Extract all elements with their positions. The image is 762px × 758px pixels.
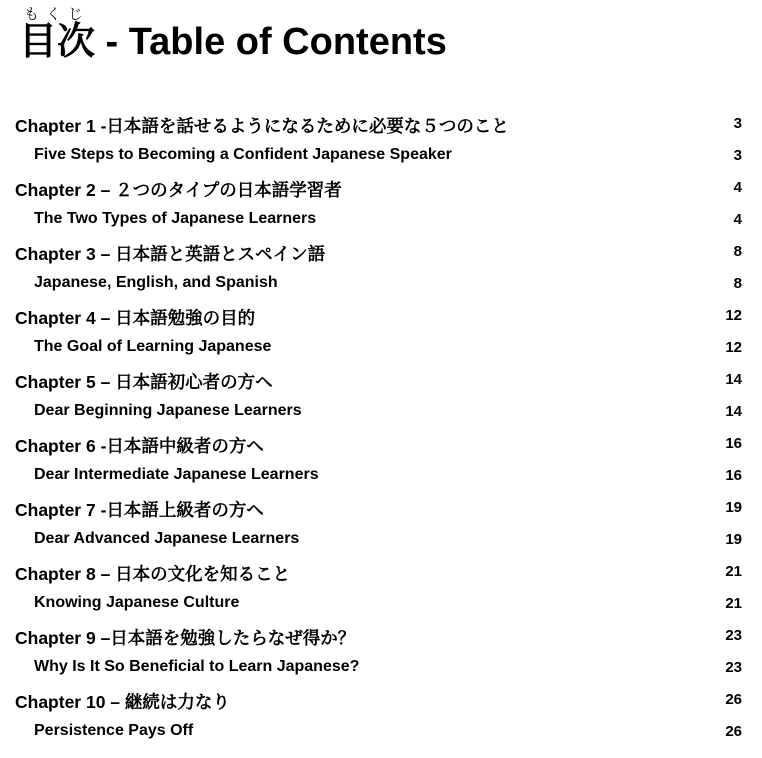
- toc-chapter-row[interactable]: [0, 491, 762, 523]
- chapter-subtitle: The Two Types of Japanese Learners: [34, 210, 317, 227]
- chapter-subtitle: The Goal of Learning Japanese: [34, 338, 272, 355]
- chapter-subtitle: Knowing Japanese Culture: [34, 594, 240, 611]
- subtitle-page-number: 8: [733, 275, 742, 292]
- chapter-page-number: 4: [733, 179, 742, 196]
- toc-entry-7: [0, 491, 762, 555]
- toc-subtitle-row[interactable]: [0, 651, 762, 683]
- chapter-title: Chapter 4 – 日本語勉強の目的: [15, 308, 256, 328]
- chapter-subtitle: Dear Advanced Japanese Learners: [34, 530, 300, 547]
- toc-entry-9: [0, 619, 762, 683]
- subtitle-page-number: 19: [725, 531, 742, 548]
- toc-subtitle-row[interactable]: [0, 395, 762, 427]
- toc-subtitle-row[interactable]: [0, 459, 762, 491]
- toc-entry-10: [0, 683, 762, 747]
- chapter-title: Chapter 8 – 日本の文化を知ること: [15, 564, 291, 584]
- toc-chapter-row[interactable]: [0, 235, 762, 267]
- subtitle-page-number: 21: [725, 595, 742, 612]
- chapter-title: Chapter 9 –日本語を勉強したらなぜ得か？: [15, 628, 356, 648]
- toc-chapter-row[interactable]: [0, 555, 762, 587]
- toc-subtitle-row[interactable]: [0, 139, 762, 171]
- chapter-title: Chapter 10 – 継続は力なり: [15, 692, 230, 712]
- chapter-title: Chapter 2 – ２つのタイプの日本語学習者: [15, 180, 342, 200]
- chapter-subtitle: Dear Beginning Japanese Learners: [34, 402, 302, 419]
- subtitle-page-number: 3: [733, 147, 742, 164]
- chapter-page-number: 8: [733, 243, 742, 260]
- toc-subtitle-row[interactable]: [0, 267, 762, 299]
- chapter-subtitle: Persistence Pays Off: [34, 722, 194, 739]
- toc-entry-5: [0, 363, 762, 427]
- chapter-subtitle: Five Steps to Becoming a Confident Japanese Speaker: [34, 146, 452, 163]
- toc-subtitle-row[interactable]: [0, 587, 762, 619]
- chapter-page-number: 12: [725, 307, 742, 324]
- toc-chapter-row[interactable]: [0, 171, 762, 203]
- chapter-page-number: 14: [725, 371, 742, 388]
- toc-subtitle-row[interactable]: [0, 523, 762, 555]
- toc-subtitle-row[interactable]: [0, 331, 762, 363]
- toc-subtitle-row[interactable]: [0, 715, 762, 747]
- table-of-contents: [0, 107, 762, 747]
- subtitle-page-number: 12: [725, 339, 742, 356]
- chapter-page-number: 19: [725, 499, 742, 516]
- chapter-title: Chapter 1 -日本語を話せるようになるために必要な５つのこと: [15, 116, 509, 136]
- toc-chapter-row[interactable]: [0, 427, 762, 459]
- toc-chapter-row[interactable]: [0, 683, 762, 715]
- subtitle-page-number: 4: [733, 211, 742, 228]
- toc-entry-2: [0, 171, 762, 235]
- chapter-page-number: 26: [725, 691, 742, 708]
- subtitle-page-number: 26: [725, 723, 742, 740]
- toc-entry-4: [0, 299, 762, 363]
- chapter-subtitle: Japanese, English, and Spanish: [34, 274, 278, 291]
- toc-entry-8: [0, 555, 762, 619]
- toc-chapter-row[interactable]: [0, 107, 762, 139]
- subtitle-page-number: 14: [725, 403, 742, 420]
- chapter-page-number: 3: [733, 115, 742, 132]
- chapter-page-number: 23: [725, 627, 742, 644]
- subtitle-page-number: 23: [725, 659, 742, 676]
- toc-chapter-row[interactable]: [0, 363, 762, 395]
- title-furigana: もくじ: [24, 5, 91, 23]
- toc-subtitle-row[interactable]: [0, 203, 762, 235]
- toc-chapter-row[interactable]: [0, 619, 762, 651]
- subtitle-page-number: 16: [725, 467, 742, 484]
- chapter-title: Chapter 3 – 日本語と英語とスペイン語: [15, 244, 326, 264]
- chapter-page-number: 16: [725, 435, 742, 452]
- chapter-title: Chapter 6 -日本語中級者の方へ: [15, 436, 264, 456]
- chapter-title: Chapter 5 – 日本語初心者の方へ: [15, 372, 273, 392]
- chapter-subtitle: Why Is It So Beneficial to Learn Japanese?: [34, 658, 360, 675]
- toc-entry-1: [0, 107, 762, 171]
- chapter-subtitle: Dear Intermediate Japanese Learners: [34, 466, 319, 483]
- chapter-title: Chapter 7 -日本語上級者の方へ: [15, 500, 264, 520]
- chapter-page-number: 21: [725, 563, 742, 580]
- toc-entry-6: [0, 427, 762, 491]
- toc-chapter-row[interactable]: [0, 299, 762, 331]
- toc-entry-3: [0, 235, 762, 299]
- page-title: 目次 - Table of Contents: [19, 21, 447, 63]
